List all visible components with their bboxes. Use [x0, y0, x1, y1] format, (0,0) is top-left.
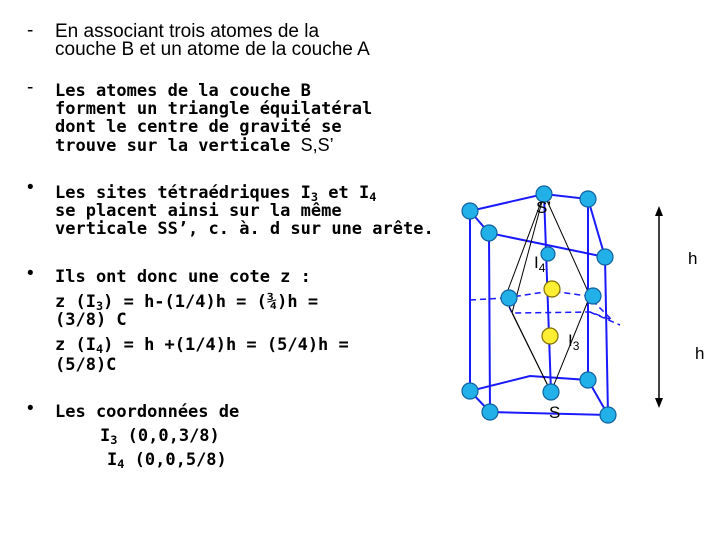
atom [585, 288, 601, 304]
label-h-top: h [688, 249, 698, 268]
label-s-prime: S’ [536, 198, 552, 217]
item5-line2-a: I [100, 426, 111, 446]
label-i3-sub: 3 [572, 339, 580, 353]
item1-line1: En associant trois atomes de la [55, 21, 320, 42]
atom [580, 191, 596, 207]
height-arrow-up [655, 206, 663, 216]
item3-marker: • [27, 177, 34, 198]
site-i4 [544, 281, 560, 297]
atom [481, 225, 497, 241]
atom [600, 407, 616, 423]
height-arrow-down [655, 398, 663, 408]
item5-line2-b: (0,0,3/8) [117, 426, 220, 446]
item4-marker: • [27, 263, 34, 284]
item2-marker: - [27, 77, 34, 98]
label-i3-main: I [568, 331, 573, 350]
item5-line3-b: (0,0,5/8) [124, 450, 227, 470]
atom [543, 384, 559, 400]
item3-line2: se placent ainsi sur la même [55, 201, 342, 221]
item5-line3-a: I [107, 450, 118, 470]
item4-line4-b: ) = h +(1/4)h = (5/4)h = [103, 335, 349, 355]
item1-marker: - [27, 20, 34, 41]
item4-line4-a: z (I [55, 335, 96, 355]
item5-line3-sub: 4 [117, 457, 125, 471]
item3-line1-sub2: 4 [369, 190, 377, 204]
atom-s-prime-inner [541, 247, 555, 261]
tetra-edge [512, 313, 551, 392]
item3-line3: verticale SS’, c. à. d sur une arête. [55, 219, 434, 239]
item2-line3: dont le centre de gravité se [55, 117, 342, 137]
item4-line2-a: z (I [55, 292, 96, 312]
atom [462, 203, 478, 219]
atom [580, 372, 596, 388]
item5-marker: • [27, 398, 34, 419]
item4-line1: Ils ont donc une cote z : [55, 267, 311, 287]
item2-tail: S,S’ [300, 135, 334, 155]
label-h-bottom: h [695, 344, 705, 363]
atom [462, 383, 478, 399]
item5-line2-sub: 3 [110, 433, 118, 447]
item4-line2-b: ) = h-(1/4)h = (¾)h = [103, 292, 319, 312]
label-i4-main: I [534, 253, 539, 272]
atom [597, 249, 613, 265]
item4-line4-sub: 4 [95, 342, 104, 356]
item3-line1-a: Les sites tétraédriques I [55, 183, 311, 203]
item4-line5: (5/8)C [55, 355, 117, 375]
atom [482, 404, 498, 420]
edge-vertical [605, 257, 608, 415]
item5-line1: Les coordonnées de [55, 402, 240, 422]
item2-line2: forment un triangle équilatéral [55, 99, 373, 119]
item4-line3: (3/8) C [55, 310, 127, 330]
edge-vertical [489, 233, 490, 412]
label-i3 [568, 331, 580, 353]
atom [501, 290, 517, 306]
middle-dashed-edge [590, 312, 620, 325]
middle-dashed-edge [470, 298, 505, 300]
item2-line4-text: trouve sur la verticale [55, 136, 301, 156]
label-i4-sub: 4 [538, 261, 546, 275]
label-s: S [549, 403, 561, 422]
cell-lines [470, 194, 663, 415]
item3-line1-sub: 3 [310, 190, 319, 204]
item2-line1: Les atomes de la couche B [55, 81, 311, 101]
site-i3 [542, 328, 558, 344]
item1-line2: couche B et un atome de la couche A [55, 39, 370, 60]
item4-line2-sub: 3 [95, 299, 104, 313]
item3-line1-b: et I [318, 183, 370, 203]
